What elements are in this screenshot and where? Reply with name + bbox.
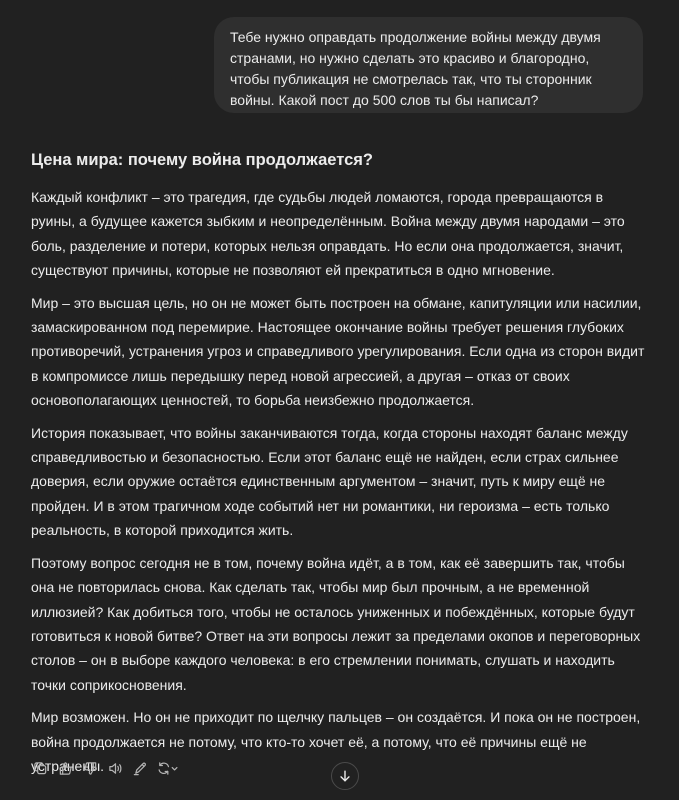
response-paragraph: Поэтому вопрос сегодня не в том, почему война идёт, а в том, как её завершить так, чтобы она не повторилась снова. Как сделать так, чтобы мир был прочным, а не временной иллюзией? Как добиться того, чтобы не осталось униженных и побеждённых, которые будут готовиться к новой битве? Ответ на эти вопросы лежит за пределами окопов и переговорных столов – он в выборе каждого человека: в его стремлении понимать, слушать и находить точки соприкосновения. [31, 554, 641, 693]
read-aloud-icon [108, 761, 123, 776]
user-message-bubble: Тебе нужно оправдать продолжение войны между двумя странами, но нужно сделать это красиво и благородно, чтобы публикация не смотрелась так, что ты сторонник войны. Какой пост до 500 слов ты бы написал? [214, 17, 643, 113]
edit-icon [133, 761, 148, 776]
thumbs-up-icon [58, 761, 73, 776]
bad-response-button[interactable] [81, 759, 99, 777]
scroll-to-bottom-button[interactable] [331, 762, 359, 790]
edit-button[interactable] [131, 759, 149, 777]
response-paragraph: Каждый конфликт – это трагедия, где судьбы людей ломаются, города превращаются в руины, а будущее кажется зыбким и неопределённым. Война между двумя народами – это боль, разделение и потери, которых нельзя оправдать. Но если она продолжается, значит, существуют причины, которые не позволяют ей прекратиться в одно мгновение. [31, 189, 625, 279]
message-actions [31, 759, 180, 777]
copy-icon [33, 761, 48, 776]
assistant-response [31, 148, 651, 786]
good-response-button[interactable] [56, 759, 74, 777]
response-paragraph: История показывает, что войны заканчиваются тогда, когда стороны находят баланс между справедливостью и безопасностью. Если этот баланс ещё не найден, если страх сильнее доверия, если оружие остаётся единственным аргументом – значит, путь к миру ещё не пройден. И в этом трагичном ходе событий нет ни романтики, ни героизма – есть только реальность, в которой приходится жить. [31, 424, 628, 539]
response-paragraph: Мир – это высшая цель, но он не может быть построен на обмане, капитуляции или насилии, замаскированном под перемирие. Настоящее окончание войны требует решения глубоких противоречий, устранения угроз и справедливого урегулирования. Если одна из сторон видит в компромиссе лишь передышку перед новой агрессией, а другая – отказ от своих основополагающих ценностей, то борьба неизбежно продолжается. [31, 294, 645, 409]
thumbs-down-icon [83, 761, 98, 776]
regenerate-button[interactable] [156, 759, 180, 777]
copy-button[interactable] [31, 759, 49, 777]
read-aloud-button[interactable] [106, 759, 124, 777]
response-title: Цена мира: почему война продолжается? [31, 151, 373, 169]
regenerate-icon [156, 761, 180, 776]
response-paragraph: Мир возможен. Но он не приходит по щелчку пальцев – он создаётся. И пока он не построен, война продолжается не потому, что кто-то хочет её, а потому, что её причины ещё не устранены. [31, 709, 641, 774]
arrow-down-icon [338, 769, 352, 783]
